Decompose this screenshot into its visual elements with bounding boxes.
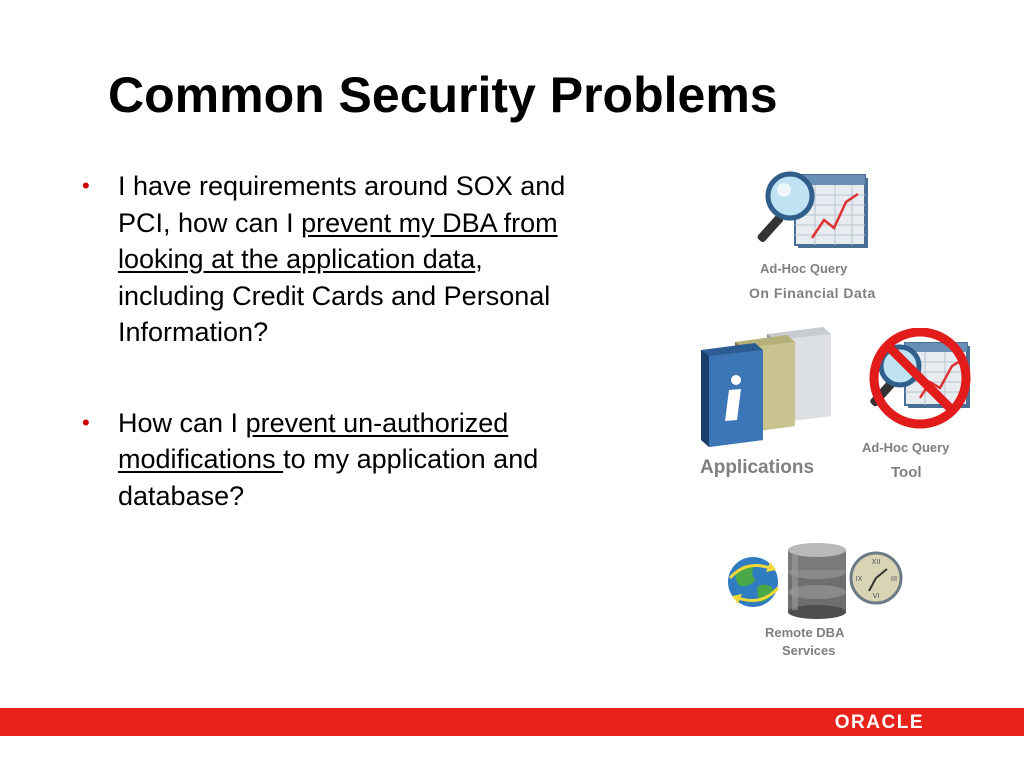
bullet-text-before: How can I xyxy=(118,407,246,438)
bullet-dot: • xyxy=(82,409,90,435)
caption-applications: Applications xyxy=(700,457,815,478)
database-icon xyxy=(782,540,852,620)
bullet-text-before: I have requirements around SOX and PCI, how can I xyxy=(118,171,566,238)
bullet-text-after: to my application and database? xyxy=(118,444,539,511)
caption-adhoc-query-tool: Ad-Hoc Query xyxy=(862,440,950,455)
svg-text:III: III xyxy=(890,575,898,583)
footer-bar xyxy=(0,708,1024,736)
caption-remote-dba: Remote DBA xyxy=(765,625,845,640)
magnifier-report-icon xyxy=(752,168,872,260)
globe-icon xyxy=(726,552,782,612)
bullet-text-underlined: prevent my DBA from looking at the application data xyxy=(118,207,558,274)
caption-tool: Tool xyxy=(891,464,922,481)
caption-on-financial-data: On Financial Data xyxy=(749,285,876,301)
application-books-icon xyxy=(697,322,837,448)
bullet-dot: • xyxy=(82,173,90,198)
svg-text:VI: VI xyxy=(872,592,880,600)
bullet-text-underlined: prevent un-authorized modifications xyxy=(118,407,509,474)
caption-adhoc-query: Ad-Hoc Query xyxy=(760,261,848,276)
bullet-item-modifications xyxy=(82,405,592,515)
no-query-tool-icon xyxy=(856,328,986,432)
bullet-list xyxy=(82,168,592,568)
bullet-text-after: , including Credit Cards and Personal Information? xyxy=(118,244,551,347)
svg-text:XII: XII xyxy=(871,558,881,566)
caption-services: Services xyxy=(782,643,836,658)
slide-title: Common Security Problems xyxy=(108,67,778,123)
clock-icon xyxy=(849,551,903,605)
svg-text:IX: IX xyxy=(855,575,863,583)
oracle-logo: ORACLE xyxy=(834,712,924,733)
bullet-item-dba xyxy=(82,168,592,351)
